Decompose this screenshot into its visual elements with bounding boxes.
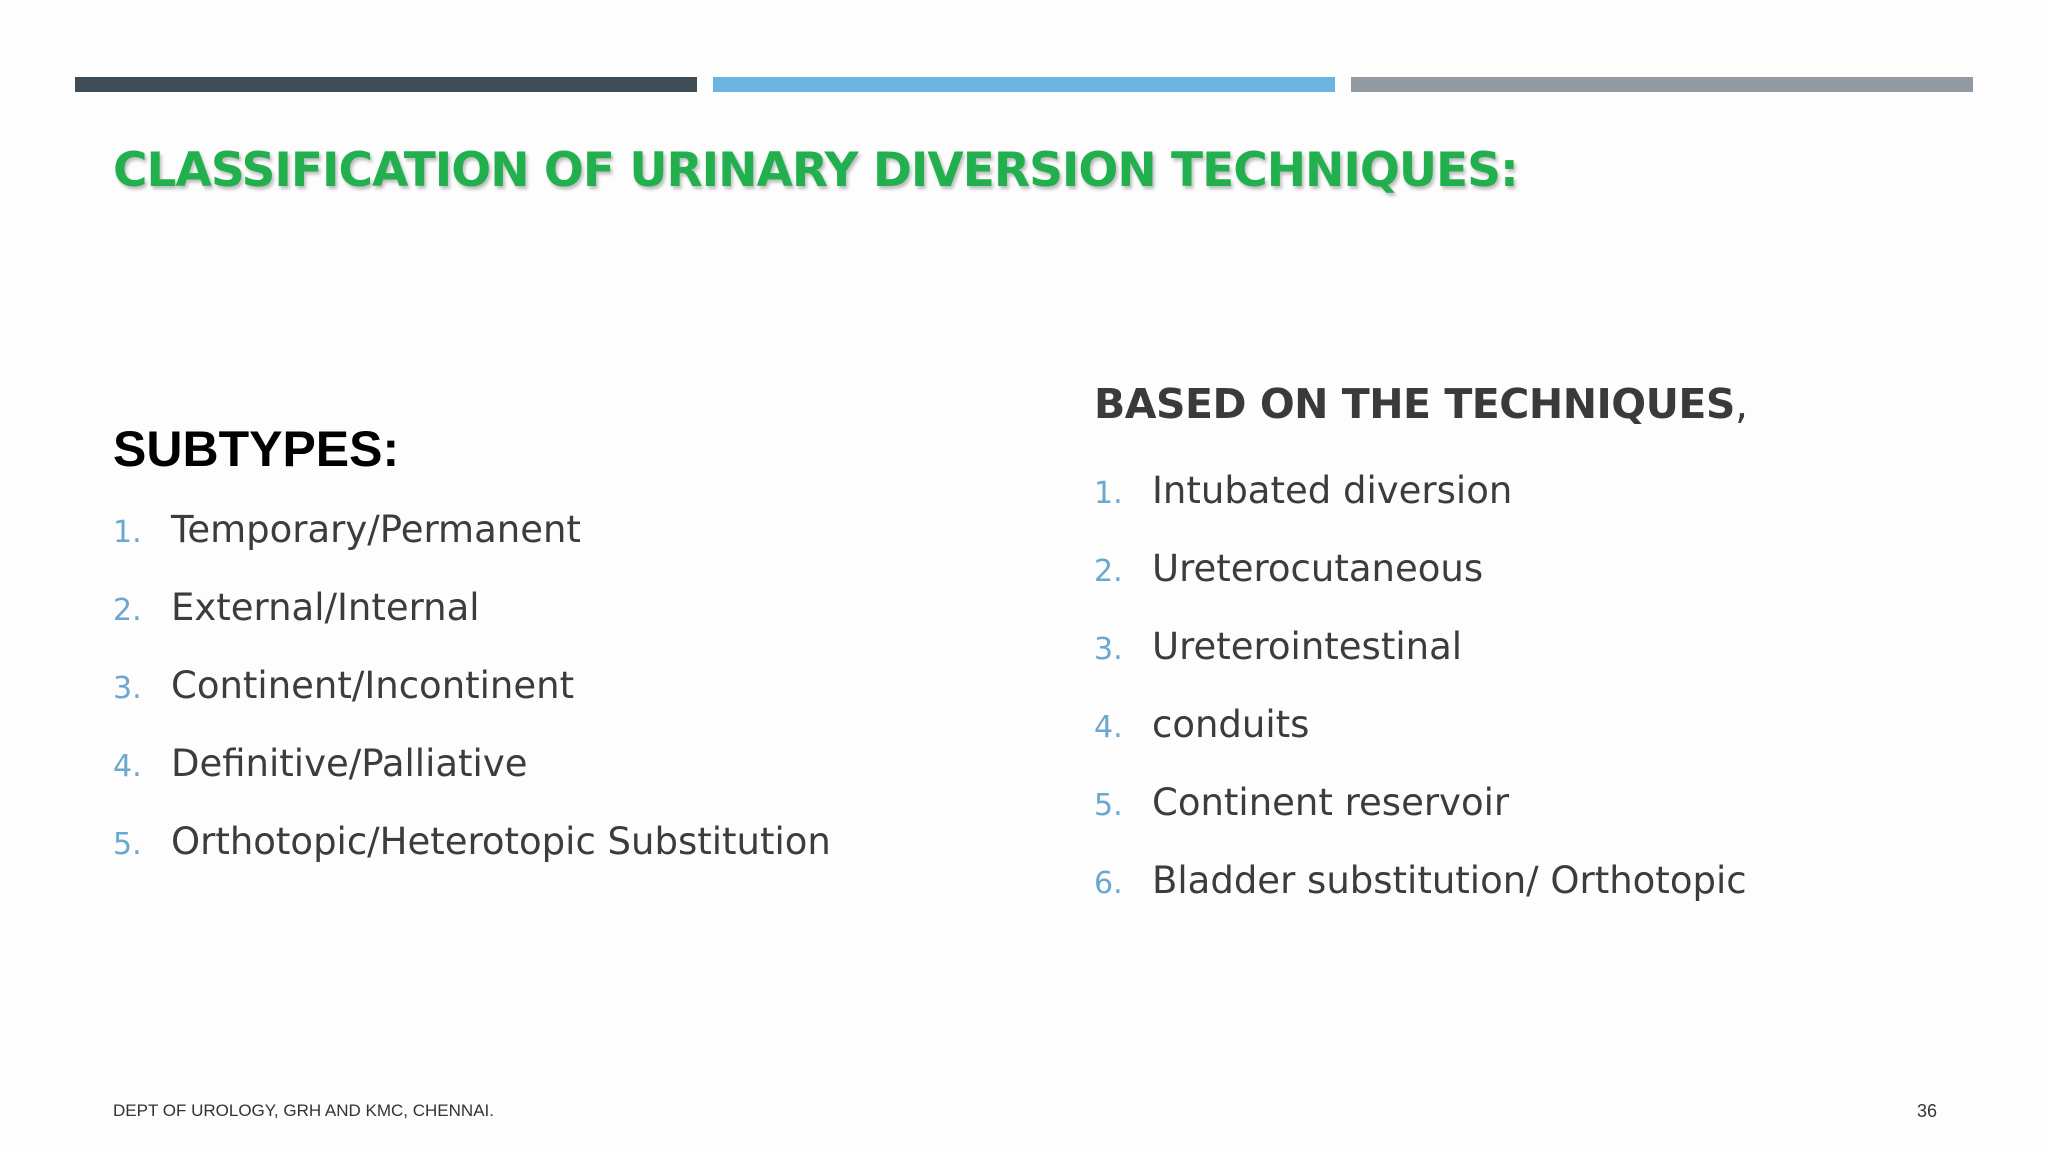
list-text: Orthotopic/Heterotopic Substitution: [171, 820, 831, 863]
list-number: 4.: [1094, 710, 1123, 745]
list-item: [1094, 625, 1747, 703]
page-number: 36: [1916, 1101, 1937, 1121]
subtypes-list: [113, 508, 831, 898]
footer-text: DEPT OF UROLOGY, GRH AND KMC, CHENNAI.: [113, 1101, 494, 1120]
list-item: [1094, 781, 1747, 859]
list-text: Temporary/Permanent: [171, 508, 581, 551]
list-item: [113, 586, 831, 664]
list-item: [113, 820, 831, 898]
list-item: [1094, 469, 1747, 547]
accent-bar-blue: [713, 77, 1335, 92]
list-number: 3.: [113, 671, 142, 706]
techniques-list: [1094, 469, 1747, 937]
list-number: 1.: [1094, 476, 1123, 511]
list-item: [113, 664, 831, 742]
list-item: [113, 742, 831, 820]
list-text: Intubated diversion: [1152, 469, 1513, 512]
list-number: 5.: [113, 827, 142, 862]
list-item: [1094, 703, 1747, 781]
techniques-heading: [1094, 380, 1748, 428]
list-text: Ureterointestinal: [1152, 625, 1463, 668]
list-text: Ureterocutaneous: [1152, 547, 1484, 590]
subtypes-heading: SUBTYPES:: [113, 421, 400, 477]
list-item: [1094, 859, 1747, 937]
list-text: Continent reservoir: [1152, 781, 1510, 824]
list-number: 4.: [113, 749, 142, 784]
list-number: 2.: [1094, 554, 1123, 589]
list-number: 6.: [1094, 866, 1123, 901]
list-text: External/Internal: [171, 586, 480, 629]
list-text: conduits: [1152, 703, 1310, 746]
slide-title: CLASSIFICATION OF URINARY DIVERSION TECHNIQUES:: [113, 143, 1518, 198]
accent-bar-gray: [1351, 77, 1973, 92]
list-text: Definitive/Palliative: [171, 742, 528, 785]
list-item: [1094, 547, 1747, 625]
list-number: 3.: [1094, 632, 1123, 667]
techniques-heading-comma: ,: [1734, 380, 1748, 428]
list-text: Bladder substitution/ Orthotopic: [1152, 859, 1747, 902]
list-text: Continent/Incontinent: [171, 664, 575, 707]
list-number: 2.: [113, 593, 142, 628]
list-number: 1.: [113, 515, 142, 550]
accent-bar-dark: [75, 77, 697, 92]
techniques-heading-text: BASED ON THE TECHNIQUES: [1094, 380, 1735, 428]
list-number: 5.: [1094, 788, 1123, 823]
list-item: [113, 508, 831, 586]
